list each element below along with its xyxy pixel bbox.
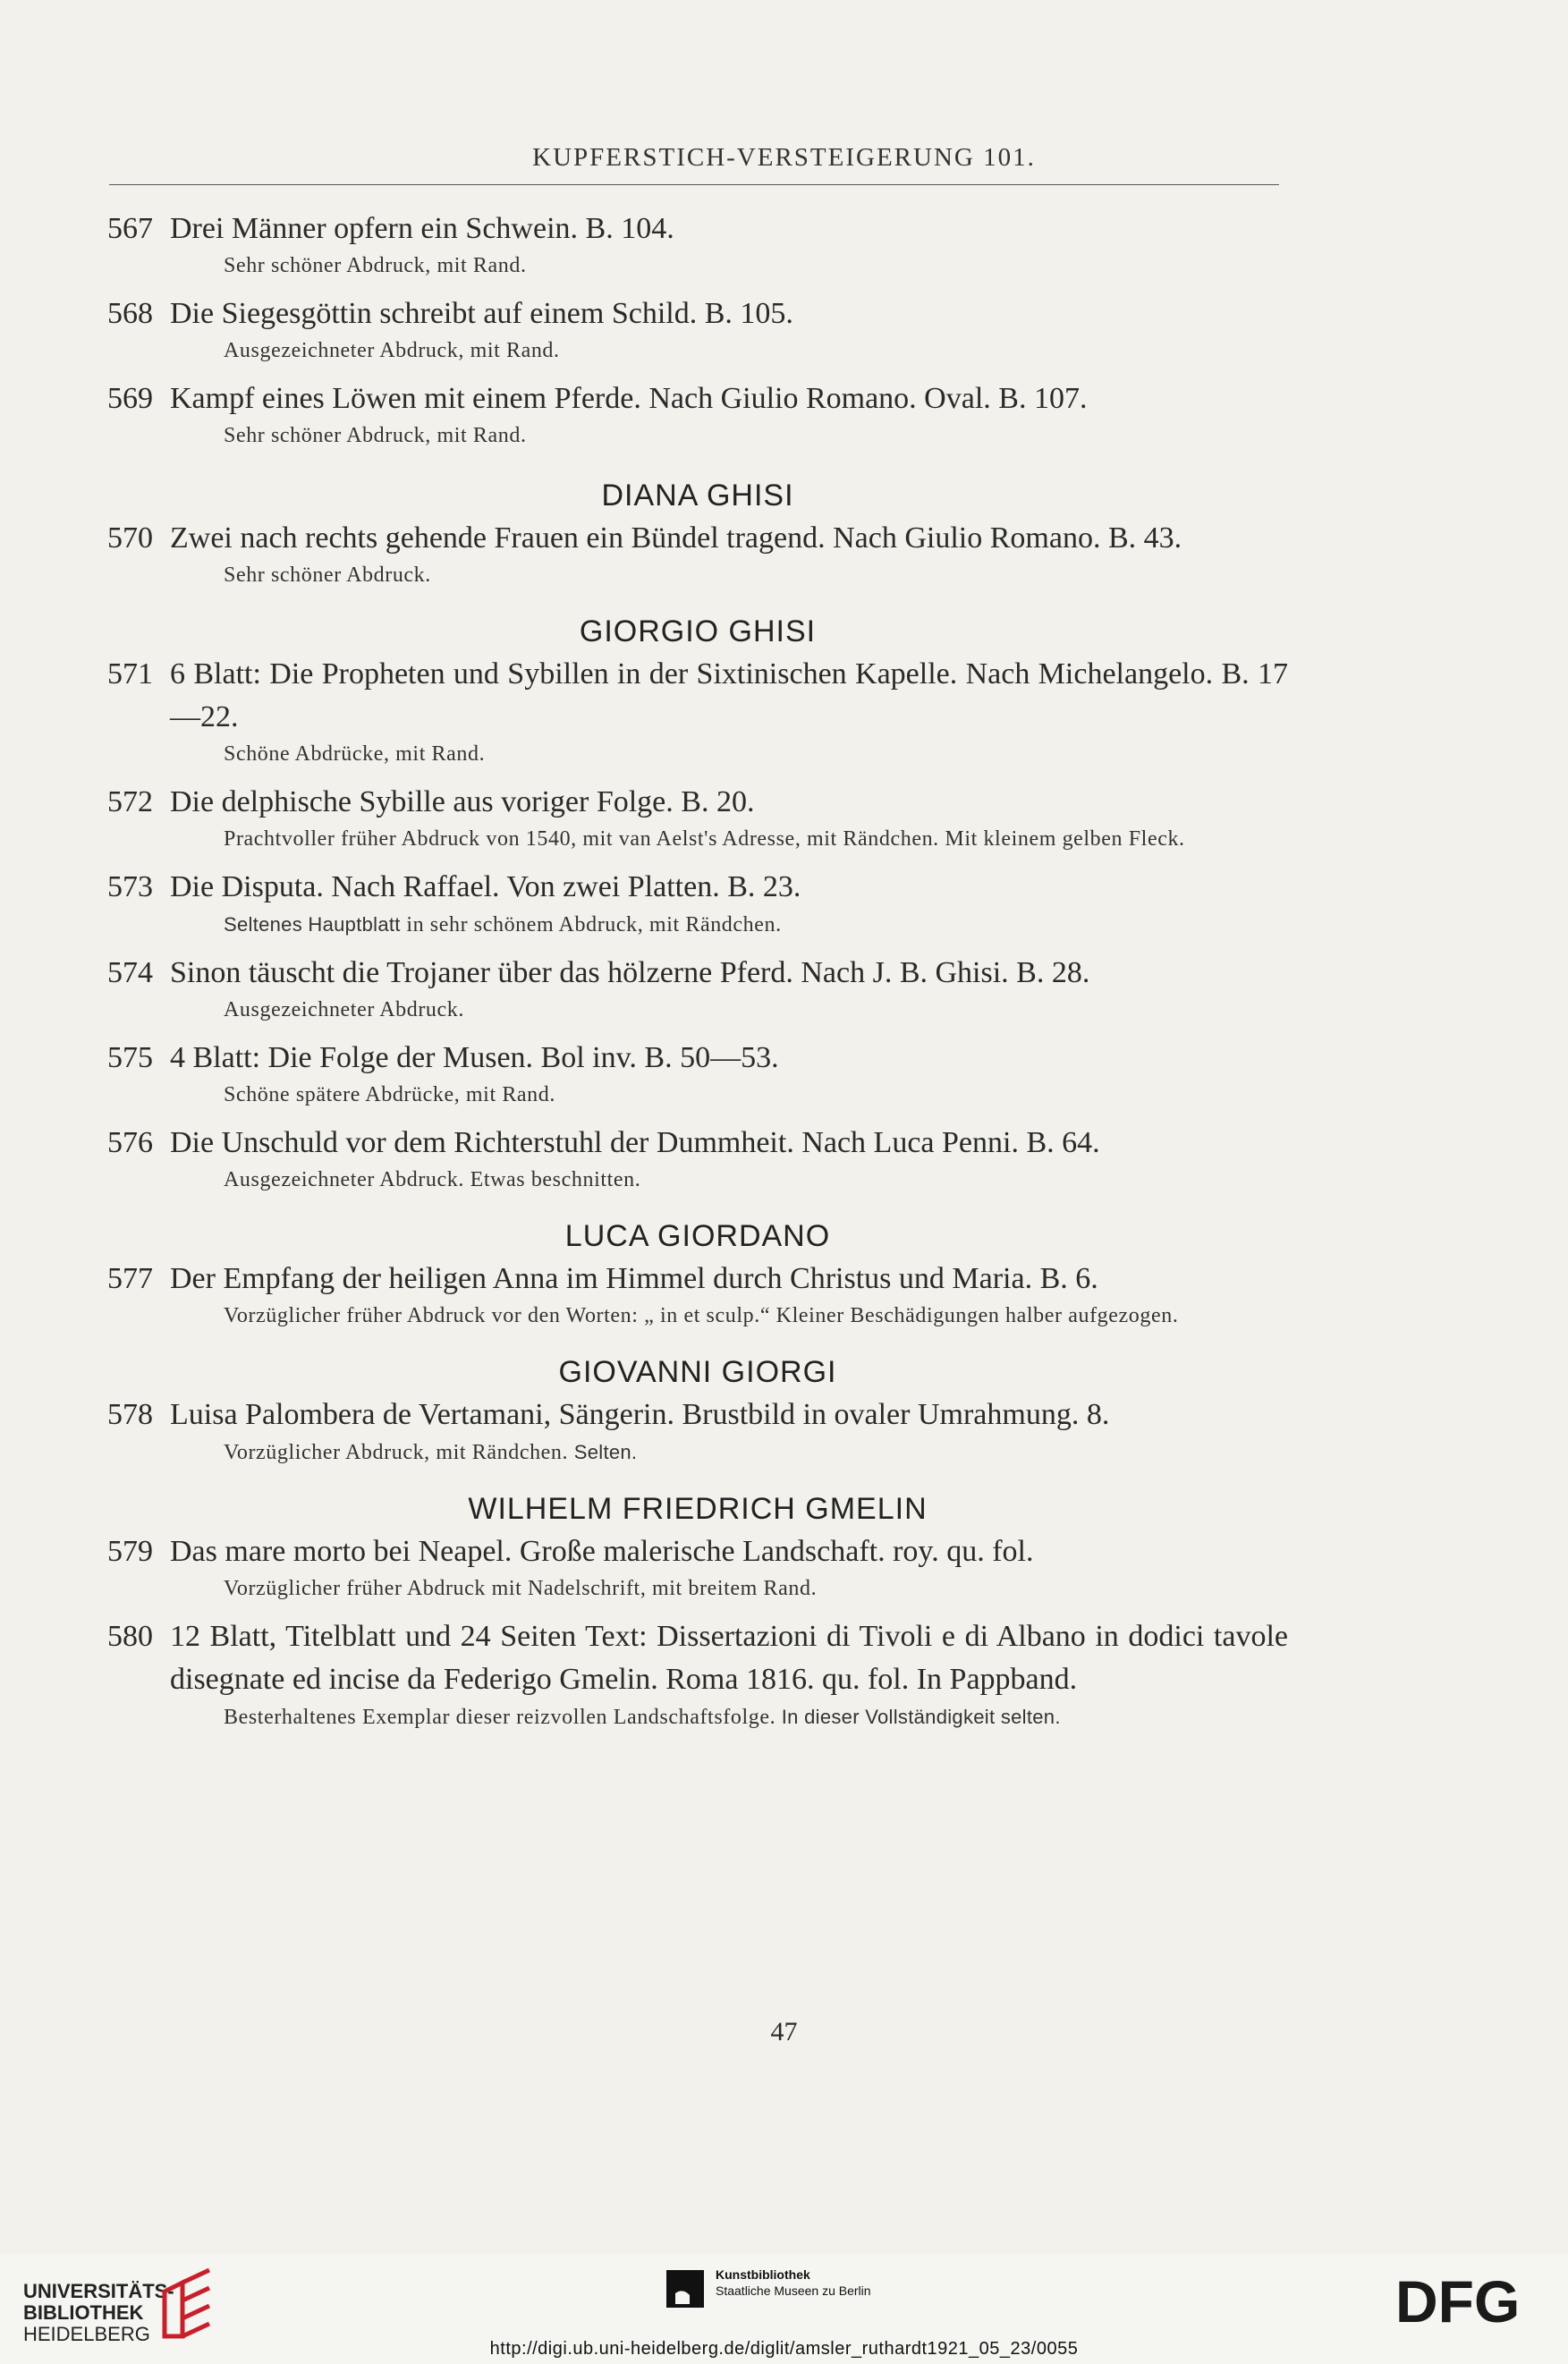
dfg-logo-text: DFG <box>1395 2274 1521 2327</box>
lot-note: Prachtvoller früher Abdruck von 1540, mit van Aelst's Adresse, mit Rändchen. Mit kleinem gelben Fleck. <box>224 827 1185 851</box>
lot-title: Die Siegesgöttin schreibt auf einem Schild. B. 105. <box>170 297 793 330</box>
artist-heading-giorgio-ghisi: GIORGIO GHISI <box>579 614 817 648</box>
lot-title: Die Unschuld vor dem Richterstuhl der Dummheit. Nach Luca Penni. B. 64. <box>170 1126 1100 1159</box>
lot-note <box>224 909 1288 941</box>
lot-number: 570 <box>107 521 153 555</box>
lot-title: 6 Blatt: Die Propheten und Sybillen in der Sixtinischen Kapelle. Nach Michelangelo. B. 17—22. <box>170 657 1288 733</box>
artist-heading-luca-giordano: LUCA GIORDANO <box>564 1219 831 1253</box>
lot-note: Sehr schöner Abdruck, mit Rand. <box>224 424 527 447</box>
entry-580 <box>107 1615 1288 1733</box>
entry-567 <box>107 208 1288 282</box>
lot-title: Das mare morto bei Neapel. Große malerische Landschaft. roy. qu. fol. <box>170 1535 1034 1568</box>
lot-note: Ausgezeichneter Abdruck. <box>224 998 464 1021</box>
entry-570 <box>107 517 1288 591</box>
lot-title: Der Empfang der heiligen Anna im Himmel durch Christus und Maria. B. 6. <box>170 1262 1098 1295</box>
ub-line-3: HEIDELBERG <box>23 2323 150 2345</box>
lot-number: 579 <box>107 1535 153 1568</box>
entry-575 <box>107 1037 1288 1111</box>
lot-note-emphasis: Seltenes Hauptblatt <box>224 913 401 936</box>
entry-576 <box>107 1122 1288 1196</box>
lot-note-emphasis: In dieser Vollständigkeit selten. <box>781 1706 1061 1728</box>
artist-heading-gmelin: WILHELM FRIEDRICH GMELIN <box>468 1492 928 1526</box>
lot-note: Vorzüglicher früher Abdruck vor den Worten: „ in et sculp.“ Kleiner Beschädigungen halber aufgezogen. <box>224 1304 1179 1327</box>
entry-569 <box>107 377 1288 452</box>
lot-note: Ausgezeichneter Abdruck, mit Rand. <box>224 339 560 362</box>
entry-573 <box>107 866 1288 941</box>
lot-number: 576 <box>107 1126 153 1159</box>
lot-number: 578 <box>107 1398 153 1431</box>
kb-line-2: Staatliche Museen zu Berlin <box>716 2284 871 2298</box>
lot-note: Schöne Abdrücke, mit Rand. <box>224 742 486 766</box>
lot-title: 12 Blatt, Titelblatt und 24 Seiten Text: Dissertazioni di Tivoli e di Albano in dodici tavole disegnate ed incise da Federigo Gmelin. Roma 1816. qu. fol. In Pappband. <box>170 1620 1288 1696</box>
entry-578 <box>107 1394 1288 1469</box>
kunstbibliothek-logo-icon[interactable] <box>666 2270 704 2308</box>
lot-note-text: in sehr schönem Abdruck, mit Rändchen. <box>400 913 782 936</box>
page-number: 47 <box>770 2017 798 2046</box>
lot-number: 580 <box>107 1620 153 1653</box>
digitization-footer <box>0 2254 1568 2364</box>
lot-number: 572 <box>107 785 153 818</box>
artist-heading-giovanni-giorgi: GIOVANNI GIORGI <box>558 1355 837 1389</box>
entry-572 <box>107 781 1288 855</box>
permalink-url[interactable]: http://digi.ub.uni-heidelberg.de/diglit/amsler_ruthardt1921_05_23/0055 <box>489 2339 1079 2359</box>
entry-568 <box>107 292 1288 367</box>
lot-note-text: Vorzüglicher Abdruck, mit Rändchen. <box>224 1441 574 1464</box>
lot-number: 571 <box>107 657 153 691</box>
lot-number: 573 <box>107 870 153 903</box>
lot-note: Sehr schöner Abdruck. <box>224 563 431 587</box>
ub-heidelberg-logo-icon[interactable] <box>159 2265 218 2343</box>
lot-title: Luisa Palombera de Vertamani, Sängerin. Brustbild in ovaler Umrahmung. 8. <box>170 1398 1110 1431</box>
lot-number: 577 <box>107 1262 153 1295</box>
lot-note: Ausgezeichneter Abdruck. Etwas beschnitten. <box>224 1168 641 1191</box>
ub-line-2: BIBLIOTHEK <box>23 2301 144 2324</box>
lot-title: Drei Männer opfern ein Schwein. B. 104. <box>170 212 674 245</box>
lot-note-text: Besterhaltenes Exemplar dieser reizvollen Landschaftsfolge. <box>224 1706 782 1729</box>
ub-line-1: UNIVERSITÄTS- <box>23 2280 174 2302</box>
lot-title: Sinon täuscht die Trojaner über das hölzerne Pferd. Nach J. B. Ghisi. B. 28. <box>170 956 1090 989</box>
entry-577 <box>107 1258 1288 1332</box>
lot-title: Die delphische Sybille aus voriger Folge. B. 20. <box>170 785 755 818</box>
lot-note: Sehr schöner Abdruck, mit Rand. <box>224 254 527 277</box>
running-head: KUPFERSTICH-VERSTEIGERUNG 101. <box>532 143 1036 172</box>
kb-line-1: Kunstbibliothek <box>716 2267 810 2282</box>
lot-note <box>224 1701 1288 1733</box>
lot-note: Vorzüglicher früher Abdruck mit Nadelschrift, mit breitem Rand. <box>224 1577 818 1600</box>
entry-579 <box>107 1530 1288 1605</box>
kunstbibliothek-logo-text[interactable] <box>716 2267 871 2299</box>
artist-heading-diana-ghisi: DIANA GHISI <box>601 479 794 513</box>
lot-note-emphasis: Selten. <box>573 1441 638 1463</box>
lot-number: 575 <box>107 1041 153 1074</box>
lot-number: 569 <box>107 382 153 415</box>
lot-note <box>224 1436 1288 1469</box>
lot-title: 4 Blatt: Die Folge der Musen. Bol inv. B. 50—53. <box>170 1041 779 1074</box>
lot-number: 567 <box>107 212 153 245</box>
entry-574 <box>107 952 1288 1026</box>
lot-title: Kampf eines Löwen mit einem Pferde. Nach Giulio Romano. Oval. B. 107. <box>170 382 1088 415</box>
catalogue-content <box>107 208 1288 1744</box>
lot-note: Schöne spätere Abdrücke, mit Rand. <box>224 1083 555 1106</box>
ub-heidelberg-logo-text[interactable] <box>23 2281 174 2345</box>
header-rule <box>109 184 1279 185</box>
lot-number: 568 <box>107 297 153 330</box>
entry-571 <box>107 653 1288 770</box>
lot-number: 574 <box>107 956 153 989</box>
lot-title: Die Disputa. Nach Raffael. Von zwei Platten. B. 23. <box>170 870 801 903</box>
dfg-logo-icon[interactable] <box>1395 2274 1547 2327</box>
lot-title: Zwei nach rechts gehende Frauen ein Bündel tragend. Nach Giulio Romano. B. 43. <box>170 521 1182 555</box>
